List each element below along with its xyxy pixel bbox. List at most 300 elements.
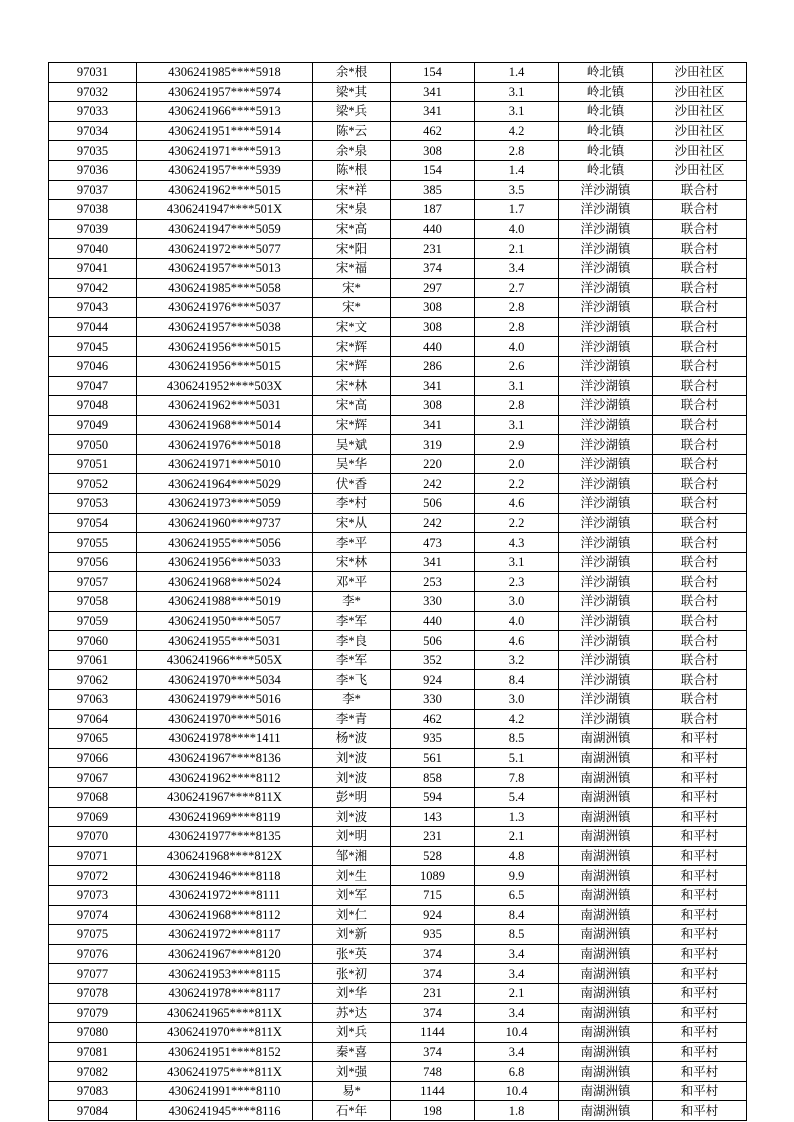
cell-sequence: 97045: [49, 337, 137, 357]
cell-amount: 440: [391, 337, 475, 357]
cell-name: 宋*辉: [313, 356, 391, 376]
cell-village: 联合村: [653, 219, 747, 239]
table-row: [49, 317, 747, 337]
table-row: [49, 827, 747, 847]
cell-rate: 4.6: [475, 494, 559, 514]
cell-amount: 231: [391, 983, 475, 1003]
cell-amount: 330: [391, 690, 475, 710]
cell-amount: 440: [391, 219, 475, 239]
cell-amount: 715: [391, 885, 475, 905]
cell-sequence: 97040: [49, 239, 137, 259]
cell-amount: 374: [391, 964, 475, 984]
cell-name: 刘*强: [313, 1062, 391, 1082]
cell-id-number: 4306241957****5013: [137, 258, 313, 278]
cell-rate: 1.4: [475, 63, 559, 83]
table-row: [49, 474, 747, 494]
cell-name: 陈*云: [313, 121, 391, 141]
cell-id-number: 4306241971****5010: [137, 454, 313, 474]
cell-village: 沙田社区: [653, 82, 747, 102]
cell-village: 联合村: [653, 572, 747, 592]
cell-town: 南湖洲镇: [559, 885, 653, 905]
cell-amount: 561: [391, 748, 475, 768]
cell-town: 洋沙湖镇: [559, 219, 653, 239]
cell-name: 宋*阳: [313, 239, 391, 259]
cell-village: 沙田社区: [653, 121, 747, 141]
cell-name: 宋*: [313, 298, 391, 318]
cell-id-number: 4306241967****8120: [137, 944, 313, 964]
cell-sequence: 97046: [49, 356, 137, 376]
cell-id-number: 4306241991****8110: [137, 1081, 313, 1101]
cell-rate: 4.3: [475, 533, 559, 553]
cell-rate: 2.1: [475, 239, 559, 259]
cell-rate: 6.8: [475, 1062, 559, 1082]
cell-town: 洋沙湖镇: [559, 435, 653, 455]
cell-rate: 4.8: [475, 846, 559, 866]
cell-rate: 3.4: [475, 1042, 559, 1062]
cell-id-number: 4306241962****5015: [137, 180, 313, 200]
cell-town: 洋沙湖镇: [559, 650, 653, 670]
cell-rate: 3.0: [475, 592, 559, 612]
cell-id-number: 4306241946****8118: [137, 866, 313, 886]
cell-town: 洋沙湖镇: [559, 513, 653, 533]
cell-village: 和平村: [653, 944, 747, 964]
cell-name: 苏*达: [313, 1003, 391, 1023]
cell-name: 刘*明: [313, 827, 391, 847]
cell-amount: 308: [391, 298, 475, 318]
table-row: [49, 63, 747, 83]
cell-amount: 374: [391, 1042, 475, 1062]
cell-name: 宋*林: [313, 552, 391, 572]
cell-name: 余*泉: [313, 141, 391, 161]
cell-rate: 4.2: [475, 121, 559, 141]
cell-id-number: 4306241951****5914: [137, 121, 313, 141]
cell-town: 南湖洲镇: [559, 1101, 653, 1121]
table-row: [49, 219, 747, 239]
cell-rate: 3.5: [475, 180, 559, 200]
cell-name: 李*良: [313, 631, 391, 651]
cell-town: 洋沙湖镇: [559, 396, 653, 416]
cell-name: 石*年: [313, 1101, 391, 1121]
cell-rate: 2.8: [475, 141, 559, 161]
cell-town: 洋沙湖镇: [559, 592, 653, 612]
cell-amount: 352: [391, 650, 475, 670]
cell-amount: 374: [391, 258, 475, 278]
cell-rate: 6.5: [475, 885, 559, 905]
cell-sequence: 97057: [49, 572, 137, 592]
table-row: [49, 180, 747, 200]
cell-village: 联合村: [653, 513, 747, 533]
cell-town: 洋沙湖镇: [559, 572, 653, 592]
cell-amount: 594: [391, 787, 475, 807]
cell-sequence: 97070: [49, 827, 137, 847]
cell-rate: 3.1: [475, 415, 559, 435]
cell-sequence: 97075: [49, 925, 137, 945]
cell-town: 洋沙湖镇: [559, 690, 653, 710]
cell-id-number: 4306241976****5037: [137, 298, 313, 318]
cell-id-number: 4306241985****5918: [137, 63, 313, 83]
cell-sequence: 97074: [49, 905, 137, 925]
table-row: [49, 709, 747, 729]
cell-id-number: 4306241972****5077: [137, 239, 313, 259]
cell-town: 洋沙湖镇: [559, 533, 653, 553]
cell-town: 南湖洲镇: [559, 1062, 653, 1082]
table-row: [49, 925, 747, 945]
cell-town: 南湖洲镇: [559, 846, 653, 866]
cell-rate: 2.8: [475, 298, 559, 318]
cell-name: 李*军: [313, 611, 391, 631]
cell-sequence: 97049: [49, 415, 137, 435]
table-row: [49, 572, 747, 592]
table-row: [49, 356, 747, 376]
cell-village: 联合村: [653, 298, 747, 318]
cell-amount: 286: [391, 356, 475, 376]
cell-rate: 2.2: [475, 474, 559, 494]
cell-town: 洋沙湖镇: [559, 376, 653, 396]
cell-sequence: 97058: [49, 592, 137, 612]
cell-amount: 154: [391, 63, 475, 83]
cell-sequence: 97033: [49, 102, 137, 122]
cell-sequence: 97067: [49, 768, 137, 788]
cell-rate: 4.6: [475, 631, 559, 651]
cell-sequence: 97072: [49, 866, 137, 886]
cell-name: 张*英: [313, 944, 391, 964]
cell-village: 联合村: [653, 631, 747, 651]
cell-sequence: 97066: [49, 748, 137, 768]
table-row: [49, 885, 747, 905]
cell-id-number: 4306241960****9737: [137, 513, 313, 533]
cell-town: 洋沙湖镇: [559, 474, 653, 494]
cell-amount: 242: [391, 513, 475, 533]
cell-village: 联合村: [653, 200, 747, 220]
cell-sequence: 97064: [49, 709, 137, 729]
cell-village: 和平村: [653, 1101, 747, 1121]
cell-village: 和平村: [653, 905, 747, 925]
cell-amount: 440: [391, 611, 475, 631]
cell-id-number: 4306241951****8152: [137, 1042, 313, 1062]
cell-village: 联合村: [653, 533, 747, 553]
cell-sequence: 97050: [49, 435, 137, 455]
cell-sequence: 97043: [49, 298, 137, 318]
cell-town: 洋沙湖镇: [559, 298, 653, 318]
cell-sequence: 97077: [49, 964, 137, 984]
cell-village: 联合村: [653, 435, 747, 455]
cell-town: 岭北镇: [559, 160, 653, 180]
table-row: [49, 846, 747, 866]
cell-town: 洋沙湖镇: [559, 180, 653, 200]
cell-town: 南湖洲镇: [559, 787, 653, 807]
cell-amount: 462: [391, 121, 475, 141]
cell-village: 联合村: [653, 690, 747, 710]
cell-town: 洋沙湖镇: [559, 337, 653, 357]
cell-rate: 3.4: [475, 1003, 559, 1023]
cell-id-number: 4306241952****503X: [137, 376, 313, 396]
cell-rate: 2.6: [475, 356, 559, 376]
cell-village: 和平村: [653, 807, 747, 827]
cell-name: 邓*平: [313, 572, 391, 592]
table-row: [49, 454, 747, 474]
cell-id-number: 4306241966****5913: [137, 102, 313, 122]
cell-name: 梁*兵: [313, 102, 391, 122]
cell-amount: 924: [391, 670, 475, 690]
table-row: [49, 690, 747, 710]
cell-village: 沙田社区: [653, 141, 747, 161]
cell-town: 南湖洲镇: [559, 983, 653, 1003]
table-row: [49, 396, 747, 416]
cell-amount: 1144: [391, 1081, 475, 1101]
cell-name: 刘*军: [313, 885, 391, 905]
cell-id-number: 4306241957****5038: [137, 317, 313, 337]
cell-village: 联合村: [653, 180, 747, 200]
cell-id-number: 4306241975****811X: [137, 1062, 313, 1082]
cell-sequence: 97073: [49, 885, 137, 905]
cell-sequence: 97048: [49, 396, 137, 416]
cell-amount: 319: [391, 435, 475, 455]
cell-id-number: 4306241988****5019: [137, 592, 313, 612]
cell-town: 洋沙湖镇: [559, 258, 653, 278]
cell-name: 秦*喜: [313, 1042, 391, 1062]
cell-village: 联合村: [653, 494, 747, 514]
cell-town: 洋沙湖镇: [559, 631, 653, 651]
cell-sequence: 97035: [49, 141, 137, 161]
cell-sequence: 97084: [49, 1101, 137, 1121]
cell-rate: 3.1: [475, 376, 559, 396]
cell-sequence: 97031: [49, 63, 137, 83]
cell-sequence: 97044: [49, 317, 137, 337]
table-row: [49, 592, 747, 612]
cell-town: 岭北镇: [559, 102, 653, 122]
cell-amount: 341: [391, 102, 475, 122]
table-row: [49, 141, 747, 161]
cell-id-number: 4306241977****8135: [137, 827, 313, 847]
cell-sequence: 97056: [49, 552, 137, 572]
cell-village: 和平村: [653, 964, 747, 984]
cell-village: 联合村: [653, 376, 747, 396]
cell-town: 岭北镇: [559, 121, 653, 141]
table-row: [49, 239, 747, 259]
cell-amount: 187: [391, 200, 475, 220]
table-row: [49, 298, 747, 318]
cell-village: 联合村: [653, 337, 747, 357]
cell-village: 和平村: [653, 866, 747, 886]
cell-id-number: 4306241970****5034: [137, 670, 313, 690]
cell-name: 刘*兵: [313, 1023, 391, 1043]
cell-name: 刘*华: [313, 983, 391, 1003]
cell-sequence: 97068: [49, 787, 137, 807]
cell-name: 刘*波: [313, 748, 391, 768]
cell-rate: 1.7: [475, 200, 559, 220]
table-row: [49, 983, 747, 1003]
cell-amount: 231: [391, 239, 475, 259]
table-row: [49, 376, 747, 396]
cell-amount: 220: [391, 454, 475, 474]
cell-rate: 8.5: [475, 925, 559, 945]
table-row: [49, 513, 747, 533]
table-row: [49, 1042, 747, 1062]
cell-id-number: 4306241968****8112: [137, 905, 313, 925]
cell-village: 沙田社区: [653, 63, 747, 83]
cell-town: 南湖洲镇: [559, 925, 653, 945]
cell-id-number: 4306241965****811X: [137, 1003, 313, 1023]
table-row: [49, 631, 747, 651]
table-row: [49, 611, 747, 631]
cell-town: 南湖洲镇: [559, 1003, 653, 1023]
cell-rate: 9.9: [475, 866, 559, 886]
cell-town: 南湖洲镇: [559, 807, 653, 827]
cell-name: 宋*高: [313, 219, 391, 239]
cell-rate: 10.4: [475, 1023, 559, 1043]
cell-name: 宋*辉: [313, 415, 391, 435]
cell-town: 岭北镇: [559, 82, 653, 102]
cell-name: 李*飞: [313, 670, 391, 690]
table-row: [49, 278, 747, 298]
table-row: [49, 200, 747, 220]
cell-name: 宋*林: [313, 376, 391, 396]
cell-village: 和平村: [653, 885, 747, 905]
cell-id-number: 4306241968****812X: [137, 846, 313, 866]
table-row: [49, 160, 747, 180]
cell-id-number: 4306241979****5016: [137, 690, 313, 710]
cell-name: 刘*波: [313, 807, 391, 827]
cell-town: 南湖洲镇: [559, 827, 653, 847]
cell-rate: 2.3: [475, 572, 559, 592]
table-row: [49, 415, 747, 435]
cell-name: 陈*根: [313, 160, 391, 180]
cell-town: 洋沙湖镇: [559, 415, 653, 435]
cell-name: 宋*高: [313, 396, 391, 416]
table-row: [49, 1023, 747, 1043]
cell-village: 和平村: [653, 1023, 747, 1043]
cell-rate: 4.2: [475, 709, 559, 729]
table-row: [49, 944, 747, 964]
table-row: [49, 102, 747, 122]
table-row: [49, 787, 747, 807]
cell-id-number: 4306241956****5015: [137, 356, 313, 376]
table-row: [49, 1003, 747, 1023]
cell-id-number: 4306241962****8112: [137, 768, 313, 788]
cell-village: 联合村: [653, 650, 747, 670]
cell-village: 和平村: [653, 925, 747, 945]
cell-id-number: 4306241970****5016: [137, 709, 313, 729]
cell-amount: 924: [391, 905, 475, 925]
cell-id-number: 4306241967****811X: [137, 787, 313, 807]
cell-id-number: 4306241956****5015: [137, 337, 313, 357]
cell-village: 联合村: [653, 709, 747, 729]
cell-town: 洋沙湖镇: [559, 552, 653, 572]
cell-name: 张*初: [313, 964, 391, 984]
cell-sequence: 97051: [49, 454, 137, 474]
cell-town: 南湖洲镇: [559, 748, 653, 768]
cell-rate: 3.4: [475, 944, 559, 964]
cell-village: 和平村: [653, 983, 747, 1003]
cell-id-number: 4306241966****505X: [137, 650, 313, 670]
cell-town: 洋沙湖镇: [559, 200, 653, 220]
cell-name: 吴*斌: [313, 435, 391, 455]
cell-rate: 5.1: [475, 748, 559, 768]
cell-rate: 8.4: [475, 905, 559, 925]
cell-rate: 4.0: [475, 337, 559, 357]
cell-sequence: 97076: [49, 944, 137, 964]
cell-id-number: 4306241973****5059: [137, 494, 313, 514]
cell-sequence: 97041: [49, 258, 137, 278]
cell-sequence: 97054: [49, 513, 137, 533]
table-row: [49, 494, 747, 514]
cell-amount: 462: [391, 709, 475, 729]
cell-rate: 3.1: [475, 102, 559, 122]
cell-town: 南湖洲镇: [559, 768, 653, 788]
cell-name: 宋*福: [313, 258, 391, 278]
cell-amount: 528: [391, 846, 475, 866]
cell-sequence: 97032: [49, 82, 137, 102]
cell-village: 沙田社区: [653, 102, 747, 122]
cell-amount: 858: [391, 768, 475, 788]
cell-village: 和平村: [653, 1081, 747, 1101]
cell-name: 梁*其: [313, 82, 391, 102]
cell-amount: 341: [391, 376, 475, 396]
cell-village: 联合村: [653, 258, 747, 278]
cell-amount: 1089: [391, 866, 475, 886]
cell-town: 南湖洲镇: [559, 964, 653, 984]
cell-sequence: 97037: [49, 180, 137, 200]
cell-town: 南湖洲镇: [559, 905, 653, 925]
cell-village: 和平村: [653, 1003, 747, 1023]
cell-name: 宋*从: [313, 513, 391, 533]
cell-id-number: 4306241972****8117: [137, 925, 313, 945]
cell-id-number: 4306241968****5024: [137, 572, 313, 592]
cell-village: 联合村: [653, 611, 747, 631]
table-row: [49, 807, 747, 827]
cell-village: 和平村: [653, 787, 747, 807]
cell-name: 刘*波: [313, 768, 391, 788]
cell-town: 南湖洲镇: [559, 944, 653, 964]
cell-village: 联合村: [653, 454, 747, 474]
cell-id-number: 4306241962****5031: [137, 396, 313, 416]
cell-rate: 1.3: [475, 807, 559, 827]
table-row: [49, 650, 747, 670]
cell-id-number: 4306241947****5059: [137, 219, 313, 239]
cell-amount: 1144: [391, 1023, 475, 1043]
cell-village: 和平村: [653, 846, 747, 866]
cell-village: 联合村: [653, 356, 747, 376]
cell-rate: 2.8: [475, 396, 559, 416]
cell-sequence: 97078: [49, 983, 137, 1003]
table-row: [49, 1062, 747, 1082]
cell-sequence: 97052: [49, 474, 137, 494]
cell-amount: 198: [391, 1101, 475, 1121]
cell-name: 刘*生: [313, 866, 391, 886]
cell-id-number: 4306241968****5014: [137, 415, 313, 435]
cell-village: 联合村: [653, 592, 747, 612]
cell-id-number: 4306241964****5029: [137, 474, 313, 494]
table-row: [49, 768, 747, 788]
cell-village: 联合村: [653, 239, 747, 259]
cell-name: 杨*波: [313, 729, 391, 749]
cell-town: 岭北镇: [559, 141, 653, 161]
cell-name: 李*军: [313, 650, 391, 670]
cell-id-number: 4306241970****811X: [137, 1023, 313, 1043]
cell-name: 刘*新: [313, 925, 391, 945]
cell-name: 刘*仁: [313, 905, 391, 925]
cell-amount: 231: [391, 827, 475, 847]
cell-name: 吴*华: [313, 454, 391, 474]
cell-rate: 10.4: [475, 1081, 559, 1101]
cell-sequence: 97034: [49, 121, 137, 141]
cell-town: 南湖洲镇: [559, 729, 653, 749]
cell-town: 南湖洲镇: [559, 866, 653, 886]
cell-sequence: 97039: [49, 219, 137, 239]
cell-sequence: 97080: [49, 1023, 137, 1043]
cell-sequence: 97062: [49, 670, 137, 690]
table-row: [49, 1101, 747, 1121]
